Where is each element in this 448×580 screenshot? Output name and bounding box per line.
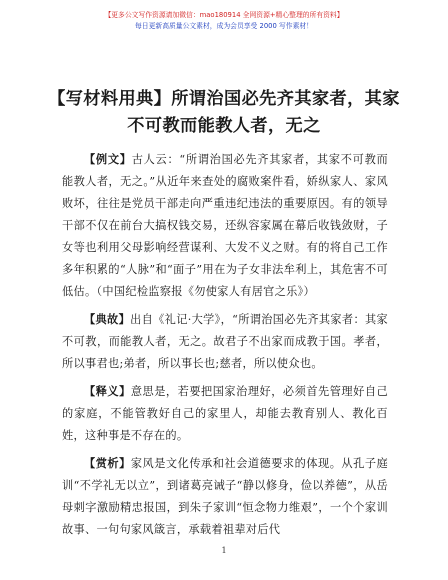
section-text: 意思是，若要把国家治理好，必须首先管理好自己的家庭，不能管教好自己的家里人，却能去教育别人、教化百姓，这种事是不存在的。 — [62, 385, 389, 442]
promo-banner-line-2: 每日更新高质量公文素材，成为会员享受 2000 写作素材！ — [135, 22, 313, 30]
section-appreciation — [62, 452, 388, 541]
section-tag: 【释义】 — [84, 384, 131, 398]
section-tag: 【典故】 — [84, 312, 131, 326]
section-tag: 【赏析】 — [84, 456, 131, 470]
page-number: 1 — [221, 546, 227, 555]
document-title: 【写材料用典】所谓治国必先齐其家者，其家不可教而能教人者，无之 — [48, 89, 400, 136]
promo-banner-line-1: 【更多公文写作资源请加微信：mao180914 全网资源+精心整理的所有资料】 — [104, 11, 344, 19]
section-meaning — [62, 380, 388, 447]
section-text: 古人云：“所谓治国必先齐其家者，其家不可教而能教人者，无之。”从近年来查处的腐败案件看，娇纵家人、家风败坏，往往是党员干部走向严重违纪违法的重要原因。有的领导干部不仅在前台大搞权钱交易，还纵容家属在幕后收钱敛财，子女等也利用父母影响经营谋利、大发不义之财。有的将自己工作多年积累的“人脉”和“面子”用在为子女非法牟利上，其危害不可低估。（中国纪检监察报《勿使家人有居官之乐》） — [62, 153, 389, 298]
document-body — [62, 148, 388, 546]
section-text: 家风是文化传承和社会道德要求的体现。从孔子庭训“不学礼无以立”，到诸葛亮诫子“静以修身，俭以养德”，从岳母刺字激励精忠报国，到朱子家训“恒念物力维艰”，一个个家训故事、一句句家风箴言，承载着祖辈对后代 — [62, 457, 389, 536]
section-tag: 【例文】 — [84, 152, 132, 166]
section-allusion — [62, 308, 388, 375]
section-text: 出自《礼记·大学》，“所谓治国必先齐其家者：其家不可教，而能教人者，无之。故君子不出家而成教于国。孝者，所以事君也;弟者，所以事长也;慈者，所以使众也。 — [62, 313, 388, 370]
section-example — [62, 148, 388, 303]
promo-banner — [0, 11, 448, 31]
